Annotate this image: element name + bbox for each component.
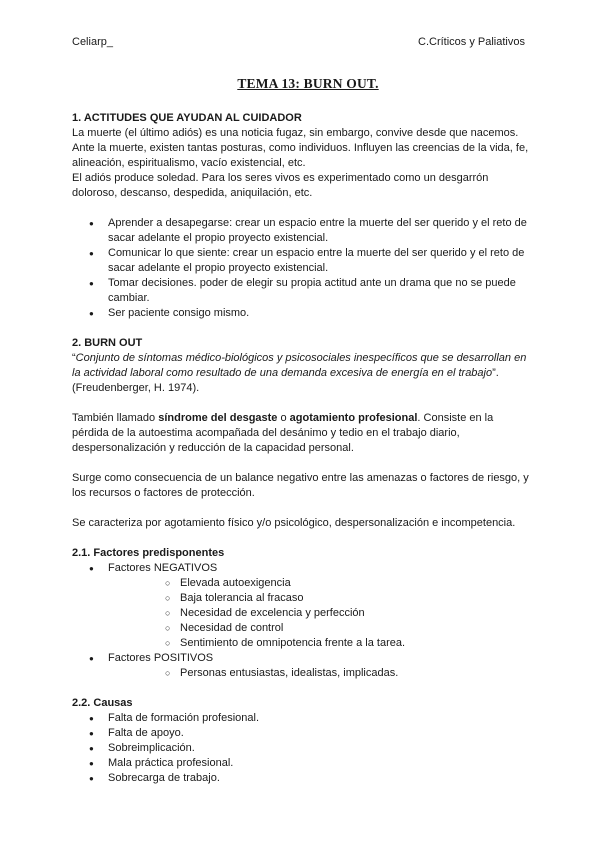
quote-close-mark: ”.	[492, 367, 499, 379]
negative-factors-list	[108, 576, 530, 651]
list-item: ● Mala práctica profesional.	[72, 756, 530, 771]
list-item: ● Aprender a desapegarse: crear un espacio entre la muerte del ser querido y el reto de sacar adelante el propio proyecto existencial.	[72, 216, 530, 246]
page-title: TEMA 13: BURN OUT.	[237, 76, 379, 91]
positive-factors-list	[108, 666, 530, 681]
section2-heading: 2. BURN OUT	[72, 337, 143, 349]
definition-quote	[72, 351, 530, 381]
quote-open-mark: “	[72, 352, 76, 364]
quote-text: Conjunto de síntomas médico-biológicos y psicosociales inespecíficos que se desarrollan en la actividad laboral como resultado de una demanda excesiva de energía en el trabajo	[72, 352, 527, 379]
section1-paragraph-1: La muerte (el último adiós) es una noticia fugaz, sin embargo, convive desde que nacemos. Ante la muerte, existen tantas posturas, como individuos. Influyen las creencias de la vida, fe, alineación, espiritualismo, vacío existencial, etc.	[72, 127, 529, 169]
list-item: ● Comunicar lo que siente: crear un espacio entre la muerte del ser querido y el reto de sacar adelante el propio proyecto existencial.	[72, 246, 530, 276]
list-item: ● Tomar decisiones. poder de elegir su propia actitud ante un drama que no se puede cambiar.	[72, 276, 530, 306]
causes-list	[72, 711, 530, 786]
list-item: ○ Elevada autoexigencia	[108, 576, 530, 591]
text-run: o	[277, 412, 290, 424]
list-item	[72, 651, 530, 681]
section21-heading: 2.1. Factores predisponentes	[72, 547, 225, 559]
list-item: ● Falta de formación profesional.	[72, 711, 530, 726]
bold-term: agotamiento profesional	[289, 412, 418, 424]
list-item: ● Sobreimplicación.	[72, 741, 530, 756]
characteristics-paragraph: Se caracteriza por agotamiento físico y/o psicológico, despersonalización e incompetencia.	[72, 517, 516, 529]
list-item: ● Sobrecarga de trabajo.	[72, 771, 530, 786]
negative-factors-label: Factores NEGATIVOS	[108, 562, 218, 574]
document-body	[72, 76, 530, 786]
header-author: Celiarp_	[72, 36, 113, 48]
list-item: ○ Sentimiento de omnipotencia frente a la tarea.	[108, 636, 530, 651]
list-item: ○ Necesidad de excelencia y perfección	[108, 606, 530, 621]
bold-term: síndrome del desgaste	[158, 412, 278, 424]
list-item: ○ Baja tolerancia al fracaso	[108, 591, 530, 606]
section1-heading: 1. ACTITUDES QUE AYUDAN AL CUIDADOR	[72, 112, 302, 124]
text-run: . Consiste en la pérdida de la autoestima acompañada del desánimo y tedio en el trabajo diario, despersonalización y reducción de la capacidad personal.	[72, 412, 494, 454]
list-item: ● Ser paciente consigo mismo.	[72, 306, 530, 321]
positive-factors-label: Factores POSITIVOS	[108, 652, 214, 664]
list-item: ○ Personas entusiastas, idealistas, implicadas.	[108, 666, 530, 681]
header-subject: C.Críticos y Paliativos	[418, 36, 525, 48]
section22-heading: 2.2. Causas	[72, 697, 133, 709]
section1-paragraph-2: El adiós produce soledad. Para los seres vivos es experimentado como un desgarrón doloroso, descanso, despedida, aniquilación, etc.	[72, 172, 489, 199]
also-called-paragraph	[72, 411, 530, 456]
text-run: También llamado	[72, 412, 159, 424]
section1-bullet-list	[72, 216, 530, 321]
list-item: ● Falta de apoyo.	[72, 726, 530, 741]
list-item: ○ Necesidad de control	[108, 621, 530, 636]
factors-list	[72, 561, 530, 681]
list-item	[72, 561, 530, 651]
citation: (Freudenberger, H. 1974).	[72, 382, 200, 394]
origin-paragraph: Surge como consecuencia de un balance negativo entre las amenazas o factores de riesgo, y los recursos o factores de protección.	[72, 472, 529, 499]
